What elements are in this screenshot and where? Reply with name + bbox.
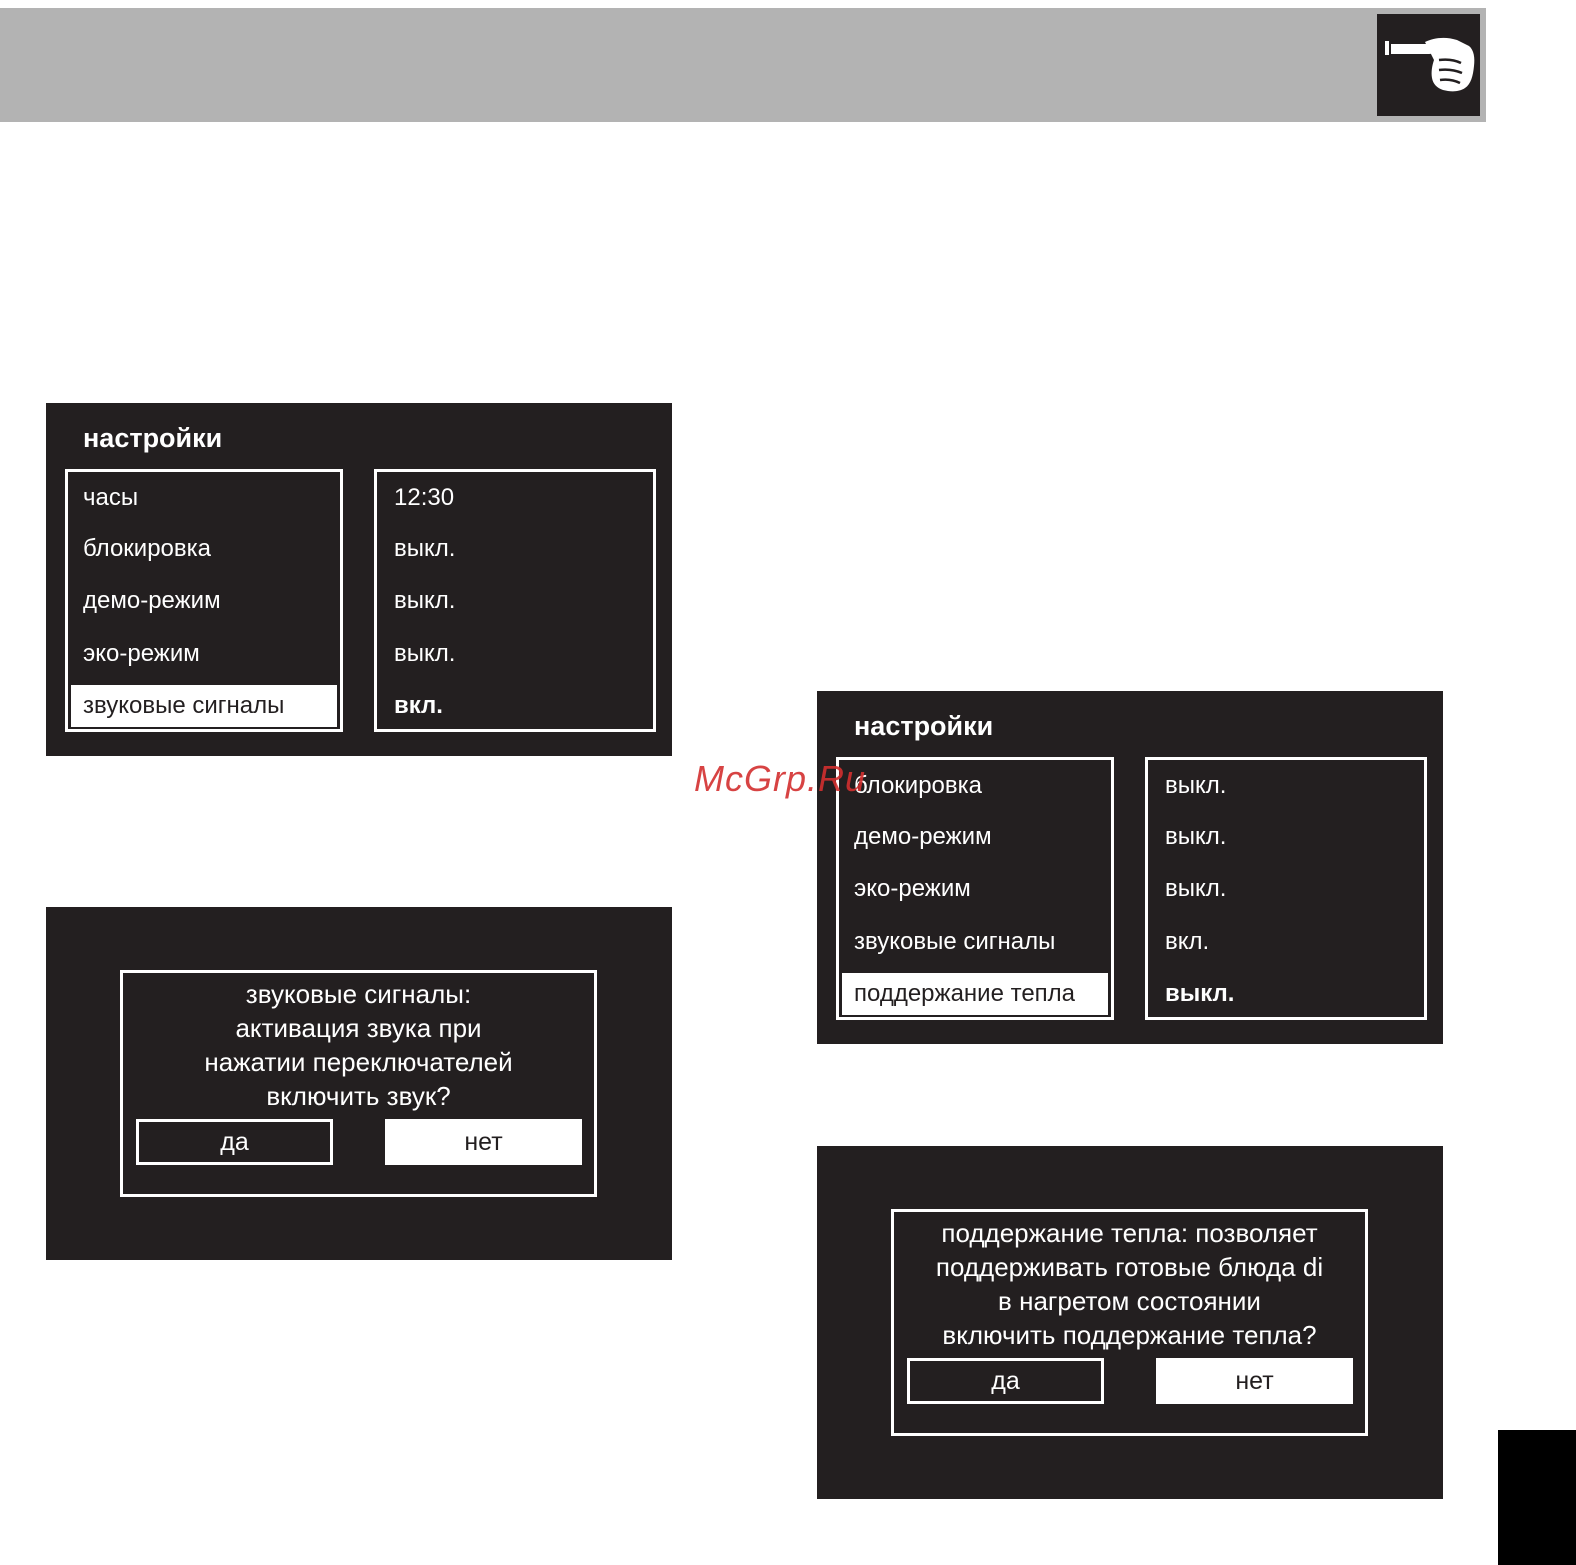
keep-warm-dialog	[891, 1209, 1368, 1436]
menu-item-sound-signals[interactable]: звуковые сигналы	[71, 685, 337, 727]
dialog-text-line: поддерживать готовые блюда di	[935, 1252, 1324, 1282]
dialog-text-line: нажатии переключателей	[204, 1047, 513, 1077]
menu-item-lock[interactable]: блокировка	[83, 535, 212, 562]
yes-button[interactable]: да	[907, 1358, 1104, 1404]
dialog-text-line: включить поддержание тепла?	[942, 1320, 1317, 1350]
keep-warm-dialog-panel	[817, 1146, 1443, 1499]
menu-item-eco-mode[interactable]: эко-режим	[83, 640, 200, 667]
settings-panel-keep-warm	[817, 691, 1443, 1044]
value-sound-signals: вкл.	[1165, 928, 1210, 955]
settings-menu-list	[65, 469, 343, 732]
page-edge-tab	[1498, 1430, 1576, 1565]
panel-title: настройки	[83, 423, 223, 453]
value-lock: выкл.	[394, 535, 456, 562]
settings-value-list	[374, 469, 656, 732]
header-bar	[0, 8, 1486, 122]
dialog-text-line: звуковые сигналы:	[245, 979, 472, 1009]
dialog-text-line: поддержание тепла: позволяет	[941, 1218, 1318, 1248]
menu-item-demo-mode[interactable]: демо-режим	[83, 587, 221, 614]
settings-value-list	[1145, 757, 1427, 1020]
watermark-text: McGrp.Ru	[694, 758, 867, 799]
menu-item-eco-mode[interactable]: эко-режим	[854, 875, 971, 902]
value-eco-mode: выкл.	[394, 640, 456, 667]
dialog-text-line: включить звук?	[266, 1081, 451, 1111]
settings-menu-list	[836, 757, 1114, 1020]
menu-item-keep-warm[interactable]: поддержание тепла	[842, 973, 1108, 1015]
value-keep-warm: выкл.	[1165, 980, 1235, 1007]
panel-title: настройки	[854, 711, 994, 741]
menu-item-sound-signals[interactable]: звуковые сигналы	[854, 928, 1056, 955]
value-eco-mode: выкл.	[1165, 875, 1227, 902]
no-button[interactable]: нет	[1156, 1358, 1353, 1404]
settings-panel-sound	[46, 403, 672, 756]
sound-signals-dialog-panel	[46, 907, 672, 1260]
menu-item-demo-mode[interactable]: демо-режим	[854, 823, 992, 850]
value-demo-mode: выкл.	[394, 587, 456, 614]
yes-button[interactable]: да	[136, 1119, 333, 1165]
value-clock: 12:30	[394, 484, 455, 511]
dialog-text-line: активация звука при	[235, 1013, 482, 1043]
sound-signals-dialog	[120, 970, 597, 1197]
pointing-hand-icon	[1377, 14, 1480, 116]
value-demo-mode: выкл.	[1165, 823, 1227, 850]
dialog-text-line: в нагретом состоянии	[998, 1286, 1261, 1316]
no-button[interactable]: нет	[385, 1119, 582, 1165]
value-sound-signals: вкл.	[394, 692, 443, 719]
value-lock: выкл.	[1165, 772, 1227, 799]
menu-item-lock[interactable]: блокировка	[854, 772, 983, 799]
menu-item-clock[interactable]: часы	[83, 484, 139, 511]
